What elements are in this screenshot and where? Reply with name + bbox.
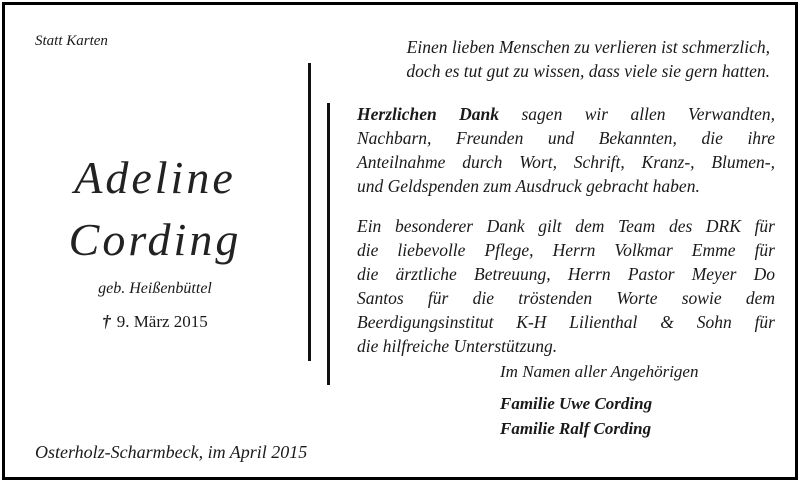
obituary-card (2, 2, 798, 480)
thanks-lead: Herzlichen Dank (357, 104, 500, 124)
signature-family-1: Familie Uwe Cording (500, 394, 653, 413)
death-date: 9. März 2015 (116, 312, 208, 331)
paragraph-line: Anteilnahme durch Wort, Schrift, Kranz-, Blumen-, (357, 152, 775, 172)
statt-karten-label: Statt Karten (35, 33, 108, 49)
signature-family-2: Familie Ralf Cording (500, 419, 652, 438)
signature-intro: Im Namen aller Angehörigen (500, 362, 699, 381)
paragraph-line: die hilfreiche Unterstützung. (357, 336, 558, 356)
deceased-first-name: Adeline (74, 152, 236, 203)
cross-icon: † (102, 312, 111, 331)
death-date-line (45, 312, 265, 332)
paragraph-line: Ein besonderer Dank gilt dem Team des DRK für (357, 216, 775, 236)
memorial-quote (355, 35, 770, 83)
divider-line-right (327, 103, 330, 385)
paragraph-line (357, 102, 775, 126)
paragraph-line: Nachbarn, Freunden und Bekannten, die ihre (357, 128, 775, 148)
place-and-date: Osterholz-Scharmbeck, im April 2015 (35, 442, 308, 462)
paragraph-line: Santos für die tröstenden Worte sowie dem (357, 288, 775, 308)
divider-line-left (308, 63, 311, 361)
thanks-paragraph (357, 102, 775, 198)
quote-line: doch es tut gut zu wissen, dass viele sie gern hatten. (406, 61, 770, 81)
special-thanks-paragraph (357, 214, 775, 358)
quote-line: Einen lieben Menschen zu verlieren ist schmerzlich, (406, 37, 770, 57)
birth-name: geb. Heißenbüttel (98, 280, 212, 297)
paragraph-line: und Geldspenden zum Ausdruck gebracht haben. (357, 176, 700, 196)
paragraph-line: die ärztliche Betreuung, Herrn Pastor Meyer Do (357, 264, 775, 284)
thanks-line-rest: sagen wir allen Verwandten, (499, 104, 775, 124)
paragraph-line: Beerdigungsinstitut K-H Lilienthal & Sohn für (357, 312, 775, 332)
paragraph-line: die liebevolle Pflege, Herrn Volkmar Emme für (357, 240, 775, 260)
deceased-last-name: Cording (68, 214, 242, 265)
